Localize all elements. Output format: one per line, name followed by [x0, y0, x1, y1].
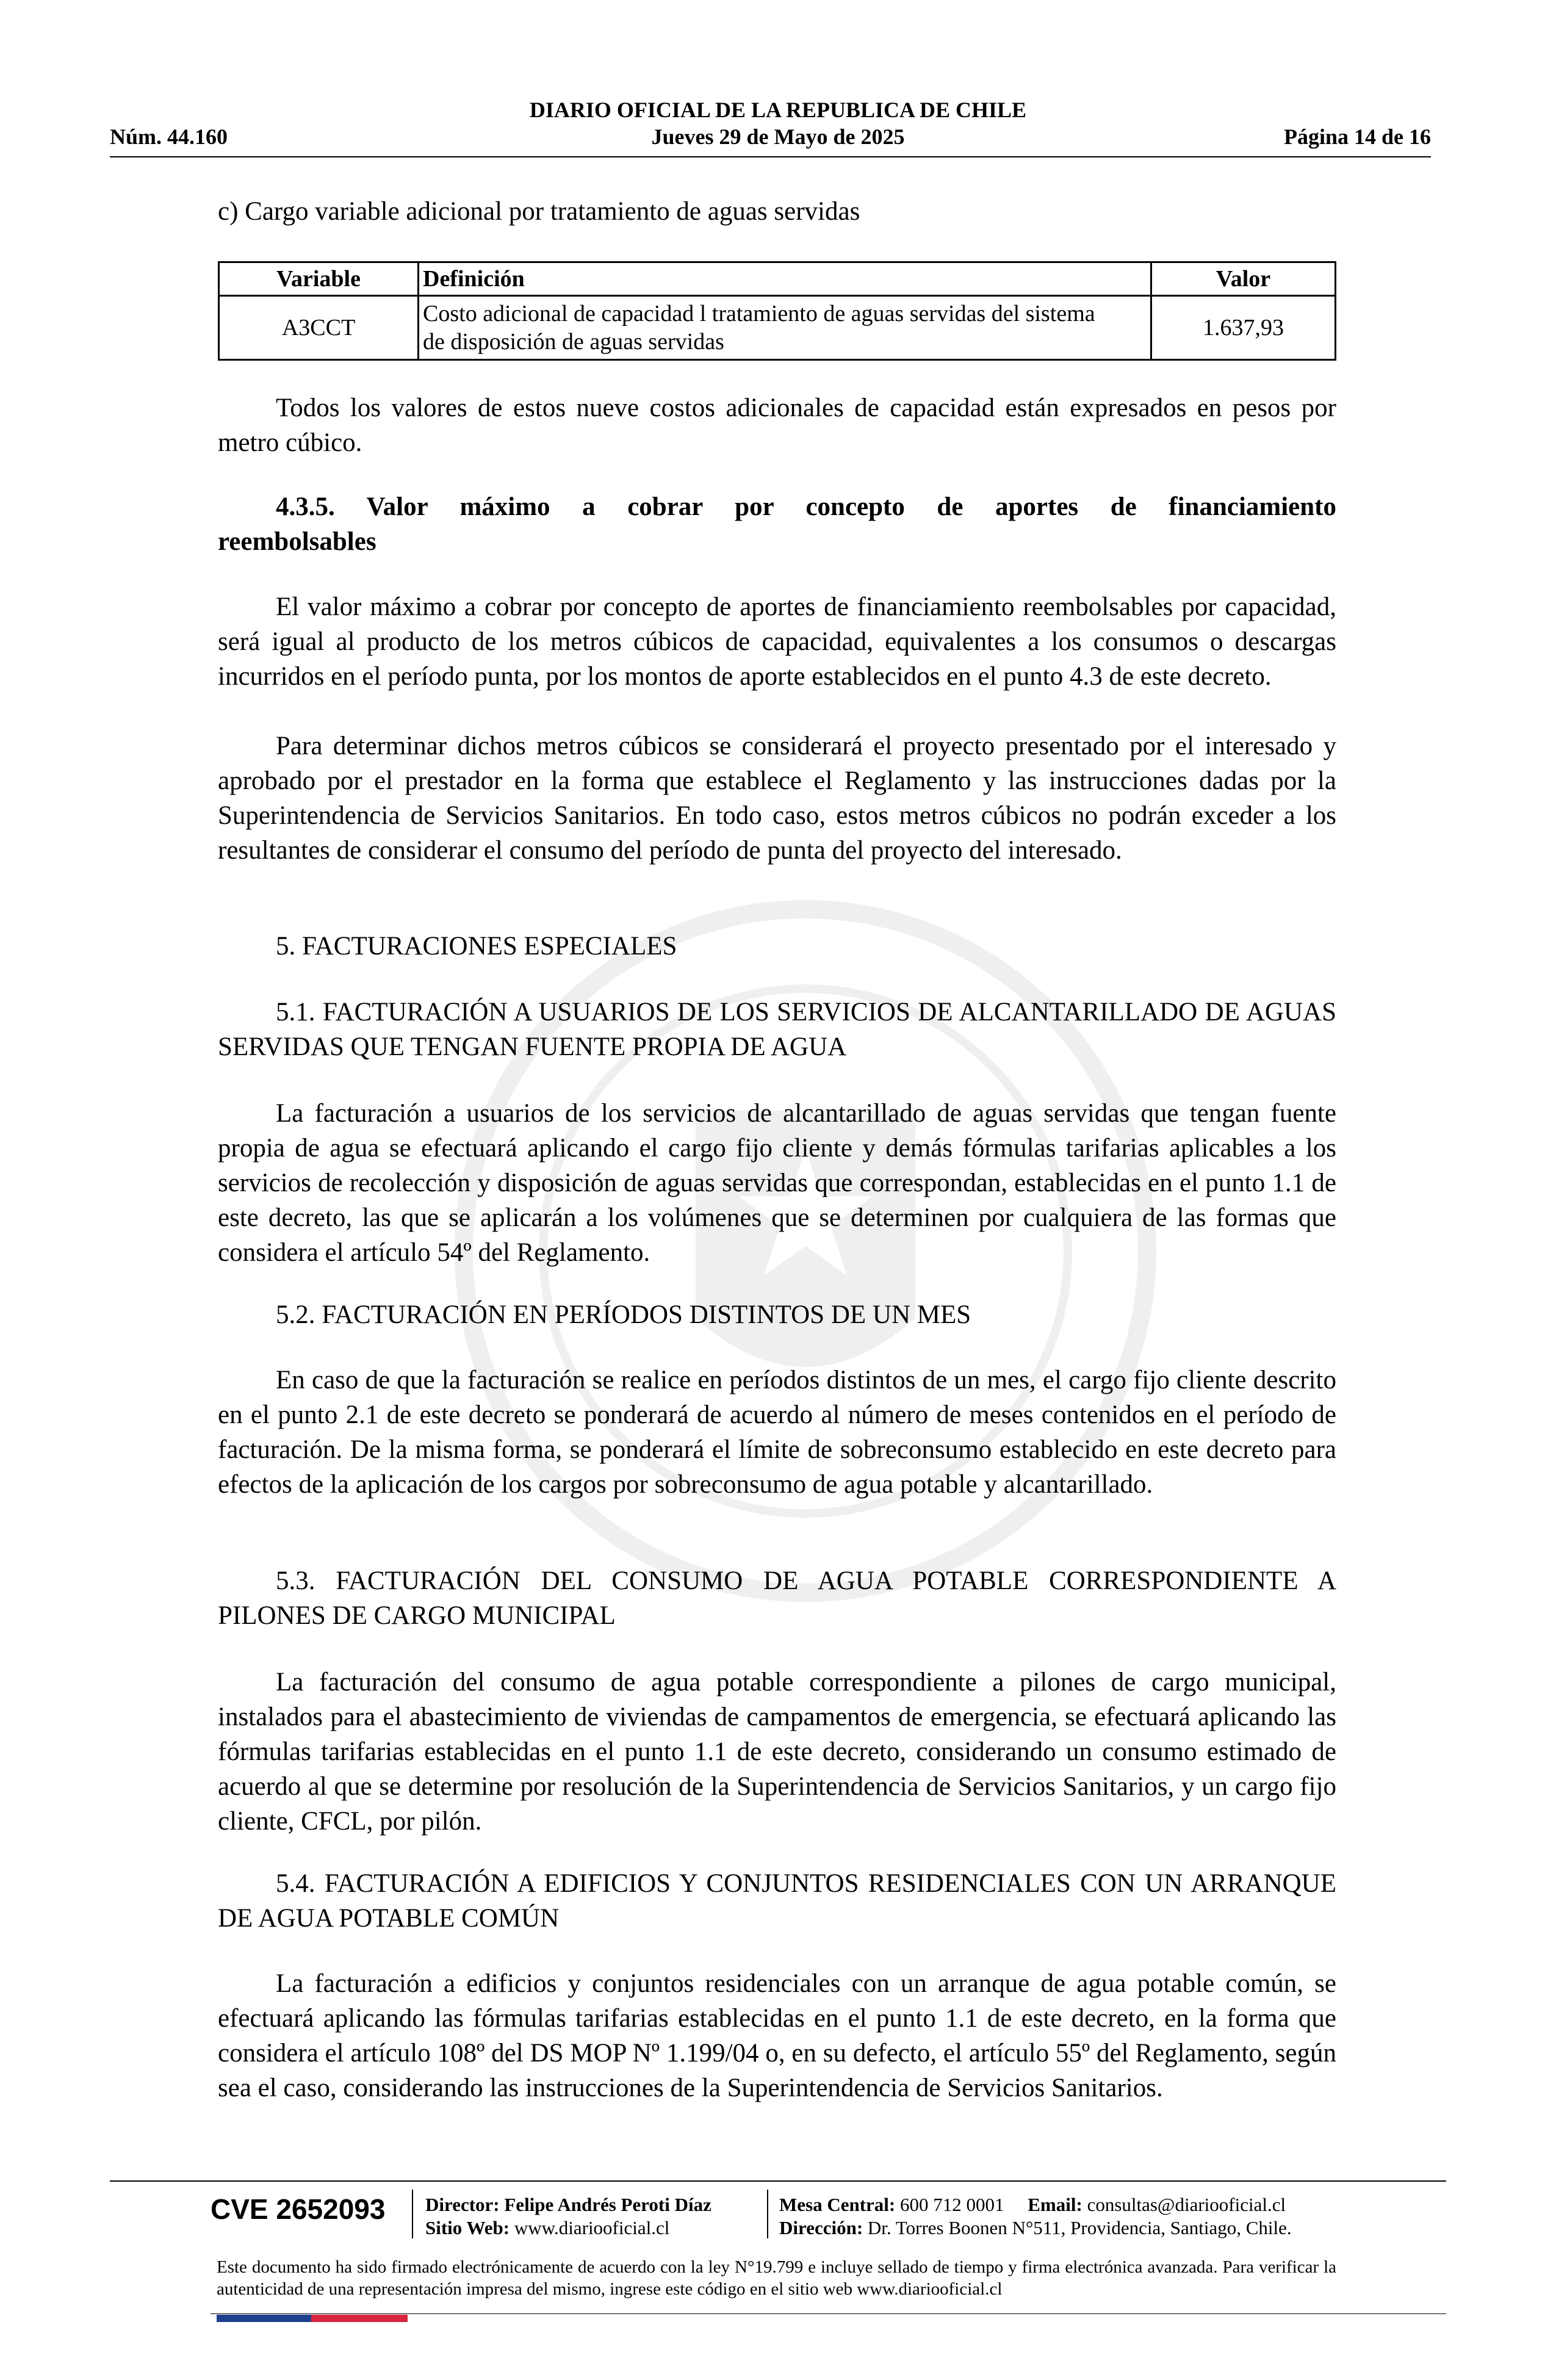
- paragraph-valor-maximo: El valor máximo a cobrar por concepto de aportes de financiamiento reembolsables por capacidad, será igual al producto de los metros cúbicos de capacidad, equivalentes a los consumos o descargas incurridos en el período punta, por los montos de aporte establecidos en el punto 4.3 de este decreto.: [218, 593, 1336, 691]
- paragraph-5-1: La facturación a usuarios de los servicios de alcantarillado de aguas servidas que tengan fuente propia de agua se efectuará aplicando el cargo fijo cliente y demás fórmulas tarifarias aplicables a los servicios de recolección y disposición de aguas servidas que correspondan, establecidas en el punto 1.1 de este decreto, las que se aplicarán a los volúmenes que se determinen por cualquiera de las formas que considera el artículo 54º del Reglamento.: [218, 1099, 1336, 1267]
- table-header-variable: Variable: [219, 262, 419, 296]
- flag-stripe-red: [311, 2315, 408, 2322]
- footer-separator: [412, 2190, 413, 2238]
- heading-5-3: 5.3. FACTURACIÓN DEL CONSUMO DE AGUA POTABLE CORRESPONDIENTE A PILONES DE CARGO MUNICIPAL: [218, 1567, 1336, 1630]
- address-label: Dirección:: [779, 2217, 863, 2238]
- issue-date: Jueves 29 de Mayo de 2025: [651, 124, 905, 149]
- definition-line-2: de disposición de aguas servidas: [423, 329, 724, 355]
- flag-stripe-blue: [217, 2315, 311, 2322]
- table-row: [219, 296, 1336, 360]
- table-cell-valor: 1.637,93: [1151, 296, 1336, 360]
- footer-bottom-rule: [211, 2313, 1446, 2314]
- heading-4-3-5-line2: reembolsables: [218, 527, 376, 556]
- email-label: Email:: [1028, 2194, 1082, 2215]
- table-header-row: [219, 262, 1336, 296]
- definition-line-1: Costo adicional de capacidad l tratamiento de aguas servidas del sistema: [423, 301, 1095, 326]
- paragraph-5-4: La facturación a edificios y conjuntos residenciales con un arranque de agua potable común, se efectuará aplicando las fórmulas tarifarias establecidas en el punto 1.1 de este decreto, en la forma que considera el artículo 108º del DS MOP Nº 1.199/04 o, en su defecto, el artículo 55º del Reglamento, según sea el caso, considerando las instrucciones de la Superintendencia de Servicios Sanitarios.: [218, 1969, 1336, 2102]
- header-divider: [110, 156, 1431, 157]
- footer-director-block: [425, 2193, 711, 2240]
- table-header-definicion: Definición: [419, 262, 1151, 296]
- address-value: Dr. Torres Boonen N°511, Providencia, Santiago, Chile.: [867, 2217, 1292, 2238]
- mesa-label: Mesa Central:: [779, 2194, 896, 2215]
- page-indicator: Página 14 de 16: [1283, 124, 1431, 149]
- director-label: Director:: [425, 2194, 500, 2215]
- table-header-valor: Valor: [1151, 262, 1336, 296]
- issue-number: Núm. 44.160: [110, 124, 228, 149]
- paragraph-5-3: La facturación del consumo de agua potable correspondiente a pilones de cargo municipal, instalados para el abastecimiento de viviendas de campamentos de emergencia, se efectuará aplicando las fórmulas tarifarias establecidas en el punto 1.1 de este decreto, considerando un consumo estimado de acuerdo al que se determine por resolución de la Superintendencia de Servicios Sanitarios, y un cargo fijo cliente, CFCL, por pilón.: [218, 1668, 1336, 1836]
- heading-5: 5. FACTURACIONES ESPECIALES: [276, 932, 677, 961]
- site-link[interactable]: www.diariooficial.cl: [514, 2217, 670, 2238]
- table-cell-variable: A3CCT: [219, 296, 419, 360]
- newspaper-title: DIARIO OFICIAL DE LA REPUBLICA DE CHILE: [529, 98, 1027, 122]
- mesa-value: 600 712 0001: [900, 2194, 1004, 2215]
- heading-5-4: 5.4. FACTURACIÓN A EDIFICIOS Y CONJUNTOS RESIDENCIALES CON UN ARRANQUE DE AGUA POTABLE COMÚN: [218, 1869, 1336, 1933]
- heading-5-2: 5.2. FACTURACIÓN EN PERÍODOS DISTINTOS DE UN MES: [276, 1300, 971, 1329]
- paragraph-para-determinar: Para determinar dichos metros cúbicos se considerará el proyecto presentado por el interesado y aprobado por el prestador en la forma que establece el Reglamento y las instrucciones dadas por la Superintendencia de Servicios Sanitarios. En todo caso, estos metros cúbicos no podrán exceder a los resultantes de considerar el consumo del período de punta del proyecto del interesado.: [218, 732, 1336, 865]
- footer-contact-block: [779, 2193, 1292, 2240]
- footer-separator: [767, 2190, 768, 2238]
- email-link[interactable]: consultas@diariooficial.cl: [1087, 2194, 1286, 2215]
- table-cell-definicion: [419, 296, 1151, 360]
- variable-table: [218, 261, 1336, 361]
- heading-5-1: 5.1. FACTURACIÓN A USUARIOS DE LOS SERVICIOS DE ALCANTARILLADO DE AGUAS SERVIDAS QUE TENGAN FUENTE PROPIA DE AGUA: [218, 998, 1336, 1061]
- footer-divider: [110, 2180, 1446, 2182]
- section-c-title: c) Cargo variable adicional por tratamiento de aguas servidas: [218, 197, 860, 226]
- paragraph-todos: Todos los valores de estos nueve costos adicionales de capacidad están expresados en pesos por metro cúbico.: [218, 394, 1336, 457]
- paragraph-5-2: En caso de que la facturación se realice en períodos distintos de un mes, el cargo fijo cliente descrito en el punto 2.1 de este decreto se ponderará de acuerdo al número de meses contenidos en el período de facturación. De la misma forma, se ponderará el límite de sobreconsumo establecido en este decreto para efectos de la aplicación de los cargos por sobreconsumo de agua potable y alcantarillado.: [218, 1366, 1336, 1499]
- heading-4-3-5-line1: 4.3.5. Valor máximo a cobrar por concepto de aportes de financiamiento: [276, 492, 1336, 521]
- signature-note: Este documento ha sido firmado electrónicamente de acuerdo con la ley N°19.799 e incluye sellado de tiempo y firma electrónica avanzada. Para verificar la autenticidad de una representación impresa del mismo, ingrese este código en el sitio web www.diariooficial.cl: [217, 2257, 1336, 2299]
- site-label: Sitio Web:: [425, 2217, 510, 2238]
- director-name: Felipe Andrés Peroti Díaz: [504, 2194, 711, 2215]
- cve-code: CVE 2652093: [211, 2193, 386, 2225]
